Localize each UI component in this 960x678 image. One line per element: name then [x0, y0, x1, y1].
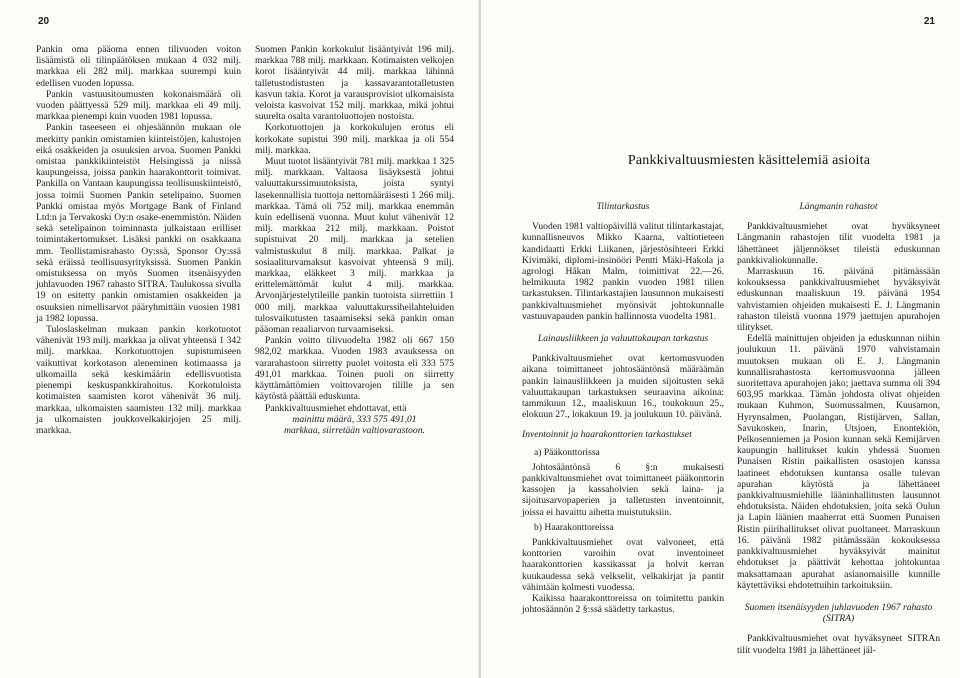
label-head-office: a) Pääkonttorissa: [534, 446, 600, 458]
paragraph: Pankin voitto tilivuodelta 1982 oli 667 150 982,02 markkaa. Vuoden 1983 avauksessa on vararahastoon siirretty puolet voitosta eli 333 575 491,01 markkaa. Toinen puoli on siirretty käyttämättömien voittovarojen tilille ja sen käytöstä päättää eduskunta.: [255, 335, 454, 403]
paragraph: Pankkivaltuusmiehet ovat valvoneet, että konttorien varoihin ovat inventoineet haarakonttorien kassikassat ja holvit kerran kuukaudessa sekä velkselit, velkakirjat ja pantit vähintään kolmesti vuodessa.: [522, 537, 724, 593]
label-branch-offices: b) Haarakonttoreissa: [534, 521, 614, 533]
paragraph: Pankkivaltuusmiehet ovat hyväksyneet SITRAn tilit vuodelta 1981 ja lähettäneet jäl-: [737, 633, 940, 656]
right-column-2: [737, 201, 940, 656]
paragraph: Pankkivaltuusmiehet ovat kertomusvuoden aikana toimittaneet johtosääntönsä määräämän pankin lainausliikkeen ja muiden sijoitusten sekä valuuttakaupan tarkastuksen seuraavina aikoina: tammikuun 12., maaliskuun 16., toukokuun 25., elokuun 27., lokakuun 19. ja joulukuun 10. päivänä.: [522, 353, 724, 421]
paragraph: Johtosääntönsä 6 §:n mukaisesti pankkivaltuusmiehet ovat toimittaneet pääkonttorin kassojen ja kassaholvien sekä laina- ja sijoitusarvopaperien ja talletusten inventoinnit, joissa ei havaittu aihetta muistutuksiin.: [522, 461, 724, 518]
paragraph: Kaikissa haarakonttoreissa on toimitettu pankin johtosäännön 2 §:ssä säädetty tarkastus.: [522, 593, 724, 616]
paragraph: Pankin oma pääoma ennen tilivuoden voiton lisäämistä oli tilinpäätöksen mukaan 4 032 milj. markkaa eli 282 milj. markkaa suurempi kuin edellisen vuoden lopussa.: [36, 44, 241, 89]
paragraph: Pankkivaltuusmiehet ovat hyväksyneet Längmanin rahastojen tilit vuodelta 1981 ja lähettäneet jäljennökset tileistä eduskunnan pankkivaliokunnalle.: [737, 221, 940, 266]
paragraph: Vuoden 1981 valtiopäivillä valitut tilintarkastajat, kunnallisneuvos Mikko Kaarna, valtiotieteen kandidaatti Erkki Liikanen, järjestösihteeri Erkki Kivimäki, diplomi-insinööri Pentti Mäki-Hakola ja agrologi Håkan Malm, toimittivat 22.—26. helmikuuta 1982 pankin vuoden 1981 tilien tarkastuksen. Tilintarkastajien lausunnon mukaisesti pankkivaltuusmiehet myönsivät johtokunnalle vastuuvapauden pankin hallinnosta vuodelta 1981.: [522, 221, 724, 322]
paragraph: Suomen Pankin korkokulut lisääntyivät 196 milj. markkaa 788 milj. markkaan. Kotimaisten velkojen korot lisääntyivät 44 milj. markkaa lähinnä talletustodistusten ja kassavarantotalletusten kasvun takia. Korot ja varausprovisiot ulkomaisista veloista kasvoivat 152 milj. markkaa, mikä johtui suurelta osalta varantoluottojen nostoista.: [255, 44, 454, 123]
paragraph: Edellä mainittujen ohjeiden ja eduskunnan niihin joulukuun 11. päivänä 1970 vahvistamain muutoksen mukaan oli E. J. Längmanin kunnallisrahastosta kertomusvuonna jälleen suoritettava apurahojen jako; jaettava summa oli 394 603,95 markkaa. Tämän johdosta olivat ohjeiden mukaan Kuhmon, Suomussalmen, Kuusamon, Hyrynsalmen, Puolangan, Ristijärven, Sallan, Savukosken, Inarin, Utsjoen, Enontekiön, Pelkosenniemen ja Posion kunnan sekä Kemijärven kaupungin hallitukset kukin yhdessä Suomen Punaisen Ristin paikallisten osastojen kanssa laatineet ehdotuksen kuntansa osalle tulevan apurahan käytöstä ja lähettäneet pankkivaltuusmiehille lääninhallitusten lausunnot ehdotuksista. Näiden ehdotuksien, joita sekä Oulun ja Lapin läänien maaherrat että Suomen Punaisen Ristin piirihallitukset olivat puoltaneet. Marraskuun 16. päivänä 1982 pitämässään kokouksessa pankkivaltuusmiehet hyväksyivät mainitut ehdotukset ja päättivät kehottaa johtokuntaa maksattamaan apurahat asianomaisille kunnille käytettäviksi ehdotettuihin tarkoituksiin.: [737, 333, 941, 591]
proposal-line-1: mainittu määrä, 333 575 491,01: [292, 413, 417, 425]
paragraph: Pankkivaltuusmiehet ehdottavat, että: [265, 402, 407, 414]
subheading-sitra: Suomen itsenäisyyden juhlavuoden 1967 rahasto (SITRA): [744, 601, 933, 625]
left-page: [0, 0, 479, 678]
section-title: Pankkivaltuusmiesten käsittelemiä asioita: [627, 153, 871, 168]
page-number-right: 21: [923, 16, 935, 27]
proposal-line-2: markkaa, siirretään valtiovarastoon.: [284, 424, 425, 436]
subheading-inventories: Inventoinnit ja haarakonttorien tarkastukset: [522, 429, 692, 441]
paragraph: Muut tuotot lisääntyivät 781 milj. markkaa 1 325 milj. markkaan. Valtaosa lisäyksestä johtui valuuttakurssimuutoksista, joista syntyi lasekennallisia tuottoja nettomääräisesti 1 266 milj. markkaa. Tämä oli 752 milj. markkaa enemmän kuin edellisenä vuonna. Muut kulut vähenivät 12 milj. markkaa 212 milj. markkaan. Poistot supistuivat 20 milj. markkaa ja setelien valmistuskulut 8 milj. markkaa. Palkat ja sosiaaliturvamaksut kasvoivat yhteensä 9 milj. markkaa, eläkkeet 3 milj. markkaa ja erittelemättömät kulut 4 milj. markkaa. Arvonjärjestelytileille pankin tuotoista siirrettiin 1 000 milj. markkaa valuuttakurssiheilahteluiden tulosvaikutusten tasaamiseksi sekä pankin oman pääoman reaaliarvon turvaamiseksi.: [255, 156, 454, 336]
paragraph: Marraskuun 16. päivänä pitämässään kokouksessa pankkivaltuusmiehet hyväksyivät eduskunnan maaliskuun 19. päivänä 1954 vahvistamien ohjeiden mukaisesti E. J. Längmanin rahaston tileistä vuonna 1979 jaettujen apurahojen tilitykset.: [737, 266, 940, 334]
paragraph: Pankin vastuusitoumusten kokonaismäärä oli vuoden päättyessä 529 milj. markkaa eli 49 milj. markkaa pienempi kuin vuoden 1981 lopussa.: [36, 88, 241, 123]
subheading-langman-funds: Längmanin rahastot: [799, 201, 878, 212]
paragraph: Pankin taseeseen ei ohjesäännön mukaan ole merkitty pankin omistamien kiinteistöjen, kalustojen eikä osakkeiden ja osuuksien arvoa. Suomen Pankki omistaa pankkikiinteistöt Helsingissä ja niissä kaupungeissa, joissa pankin haarakonttorit toimivat. Pankilla on Vantaan kaupungissa teollisuuskiinteistö, jossa toimii Suomen Pankin setelipaino. Suomen Pankki omistaa myös Mortgage Bank of Finland Ltd:n ja Tervakoski Oy:n osake-enemmistön. Näiden sekä setelipainon toiminnasta julkaistaan erilliset toimintakertomukset. Lisäksi pankki on osakkaana mm. Teollistamisrahasto Oy:ssä, Sponsor Oy:ssä sekä eräissä teollisuusyrityksissä. Suomen Pankin omistuksessa on myös Suomen itsenäisyyden juhlavuoden 1967 rahasto SITRA. Taulukossa sivulla 19 on esitetty pankin omistamien osakkeiden ja osuuksien nimellisarvot pääryhmittäin vuosien 1981 ja 1982 lopussa.: [36, 122, 241, 324]
paragraph: Tuloslaskelman mukaan pankin korkotuotot vähenivät 193 milj. markkaa ja olivat yhteensä 1 342 milj. markkaa. Korkotuottojen supistumiseen vaikuttivat korkotason aleneminen kotimaassa ja ulkomailla sekä keskimäärin edellisvuotista pienempi keskuspankkirahoitus. Korkotuloista kotimaisten saamisten korot vähenivät 36 milj. markkaa, ulkomaisten saamisten 132 milj. markkaa ja ulkomaisten joukkovelkakirjojen 25 milj. markkaa.: [36, 324, 241, 436]
paragraph: Korkotuottojen ja korkokulujen erotus eli korkokate supistui 390 milj. markkaa ja oli 554 milj. markkaa.: [255, 122, 454, 156]
left-column-1: [36, 44, 241, 436]
page-number-left: 20: [38, 16, 50, 27]
right-column-1: [522, 201, 724, 616]
subheading-audit: Tilintarkastus: [596, 201, 650, 212]
subheading-lending-inspection: Lainausliikkeen ja valuuttakaupan tarkastus: [537, 333, 709, 345]
left-column-2: [255, 44, 454, 436]
